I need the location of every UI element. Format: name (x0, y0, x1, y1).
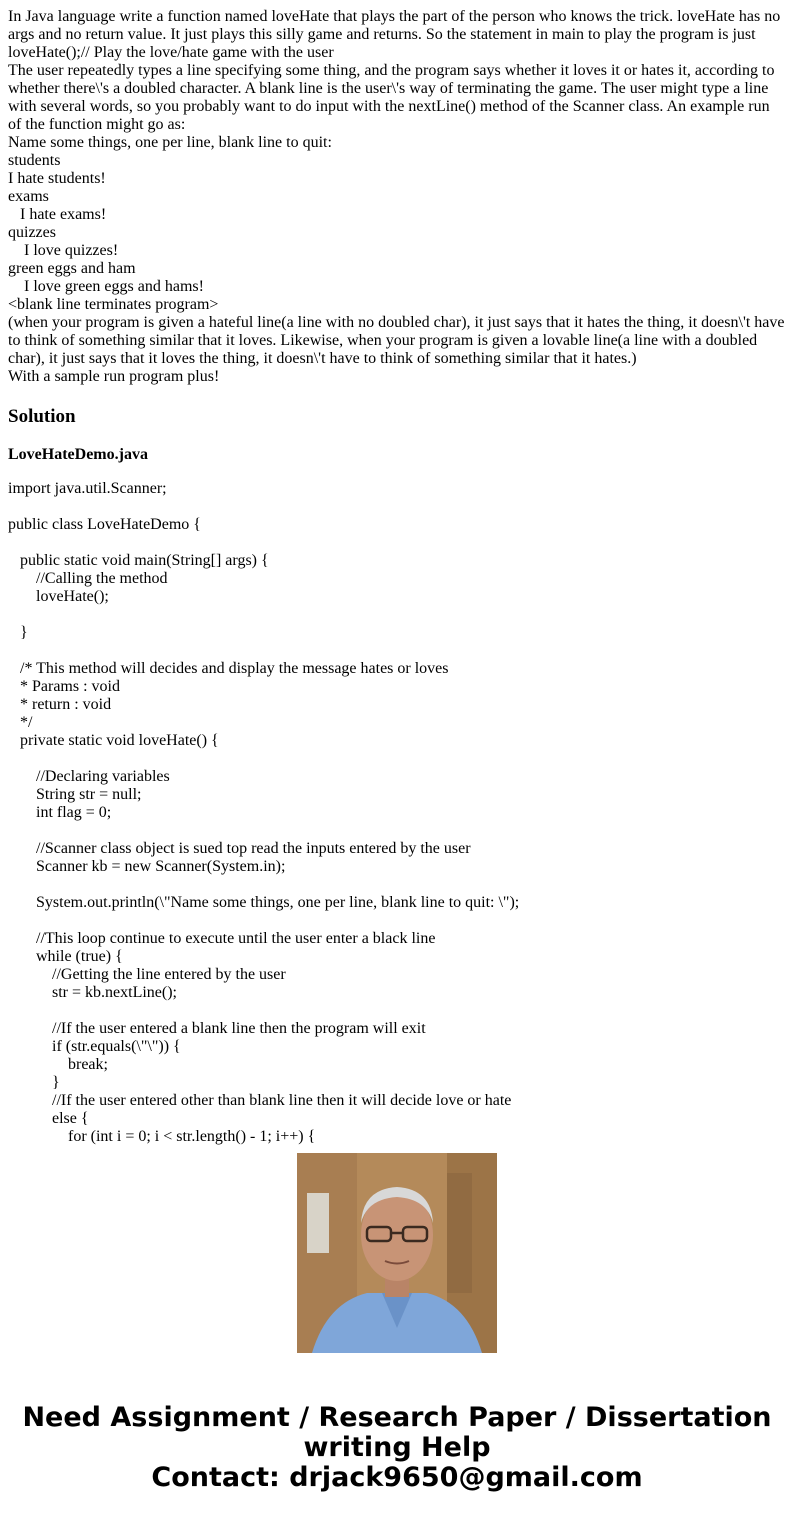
code-line: import java.util.Scanner; (8, 480, 167, 497)
code-line: for (int i = 0; i < str.length() - 1; i++) { (8, 1128, 316, 1145)
author-avatar (297, 1153, 497, 1353)
code-line: //This loop continue to execute until the user enter a black line (8, 930, 436, 947)
code-line: //Scanner class object is sued top read the inputs entered by the user (8, 840, 471, 857)
code-line: //If the user entered a blank line then the program will exit (8, 1020, 426, 1037)
code-blank-line (8, 534, 786, 552)
code-line: //Getting the line entered by the user (8, 966, 286, 983)
code-blank-line (8, 876, 786, 894)
question-paragraph: With a sample run program plus! (8, 368, 220, 385)
code-line: else { (8, 1110, 89, 1127)
code-listing (8, 480, 786, 1145)
question-text (8, 8, 789, 386)
sample-run-line: Name some things, one per line, blank line to quit: (8, 134, 332, 151)
code-blank-line (8, 912, 786, 930)
code-line: while (true) { (8, 948, 123, 965)
contact-email: Contact: drjack9650@gmail.com (151, 1462, 643, 1493)
code-line: * Params : void (8, 678, 120, 695)
sample-run-line: I hate exams! (8, 206, 107, 223)
question-paragraph: In Java language write a function named loveHate that plays the part of the person who knows the trick. loveHate has no args and no return value. It just plays this silly game and returns. So the statement in main to play the program is just loveHate();// Play the love/hate game with the user (8, 8, 785, 61)
question-paragraph: The user repeatedly types a line specifying some thing, and the program says whether it loves it or hates it, according to whether there\'s a doubled character. A blank line is the user\'s way of terminating the game. The user might type a line with several words, so you probably want to do input with the nextLine() method of the Scanner class. An example run of the function might go as: (8, 62, 779, 133)
code-line: } (8, 1074, 60, 1091)
sample-run-line: I love quizzes! (8, 242, 119, 259)
code-blank-line (8, 750, 786, 768)
code-line: //Declaring variables (8, 768, 170, 785)
banner-line: Need Assignment / Research Paper / Dissertation (22, 1402, 772, 1433)
solution-heading: Solution (8, 406, 76, 427)
code-line: /* This method will decides and display the message hates or loves (8, 660, 449, 677)
sample-run-line: I hate students! (8, 170, 106, 187)
code-blank-line (8, 606, 786, 624)
code-line: System.out.println(\"Name some things, one per line, blank line to quit: \"); (8, 894, 520, 911)
code-line: loveHate(); (8, 588, 109, 605)
help-banner (0, 1403, 794, 1493)
sample-run-line: <blank line terminates program> (8, 296, 219, 313)
banner-line: writing Help (303, 1432, 491, 1463)
code-line: String str = null; (8, 786, 142, 803)
code-line: */ (8, 714, 33, 731)
code-line: if (str.equals(\"\")) { (8, 1038, 181, 1055)
sample-run-line: green eggs and ham (8, 260, 136, 277)
sample-run-line: I love green eggs and hams! (8, 278, 204, 295)
author-portrait-image (297, 1153, 497, 1353)
code-line: private static void loveHate() { (8, 732, 219, 749)
sample-run-line: quizzes (8, 224, 56, 241)
code-blank-line (8, 642, 786, 660)
code-blank-line (8, 498, 786, 516)
code-line: public static void main(String[] args) { (8, 552, 269, 569)
code-blank-line (8, 1002, 786, 1020)
document-body (8, 8, 789, 1145)
code-line: break; (8, 1056, 108, 1073)
code-blank-line (8, 822, 786, 840)
code-line: int flag = 0; (8, 804, 112, 821)
code-line: public class LoveHateDemo { (8, 516, 201, 533)
question-paragraph: (when your program is given a hateful line(a line with no doubled char), it just says that it hates the thing, it doesn\'t have to think of something similar that it loves. Likewise, when your program is given a lovable line(a line with a doubled char), it just says that it loves the thing, it doesn\'t have to think of something similar that it hates.) (8, 314, 789, 367)
code-line: Scanner kb = new Scanner(System.in); (8, 858, 286, 875)
sample-run-line: students (8, 152, 61, 169)
solution-filename: LoveHateDemo.java (8, 446, 148, 463)
code-line: //If the user entered other than blank line then it will decide love or hate (8, 1092, 512, 1109)
sample-run-line: exams (8, 188, 49, 205)
code-line: str = kb.nextLine(); (8, 984, 177, 1001)
code-line: } (8, 624, 28, 641)
code-line: * return : void (8, 696, 112, 713)
code-line: //Calling the method (8, 570, 168, 587)
